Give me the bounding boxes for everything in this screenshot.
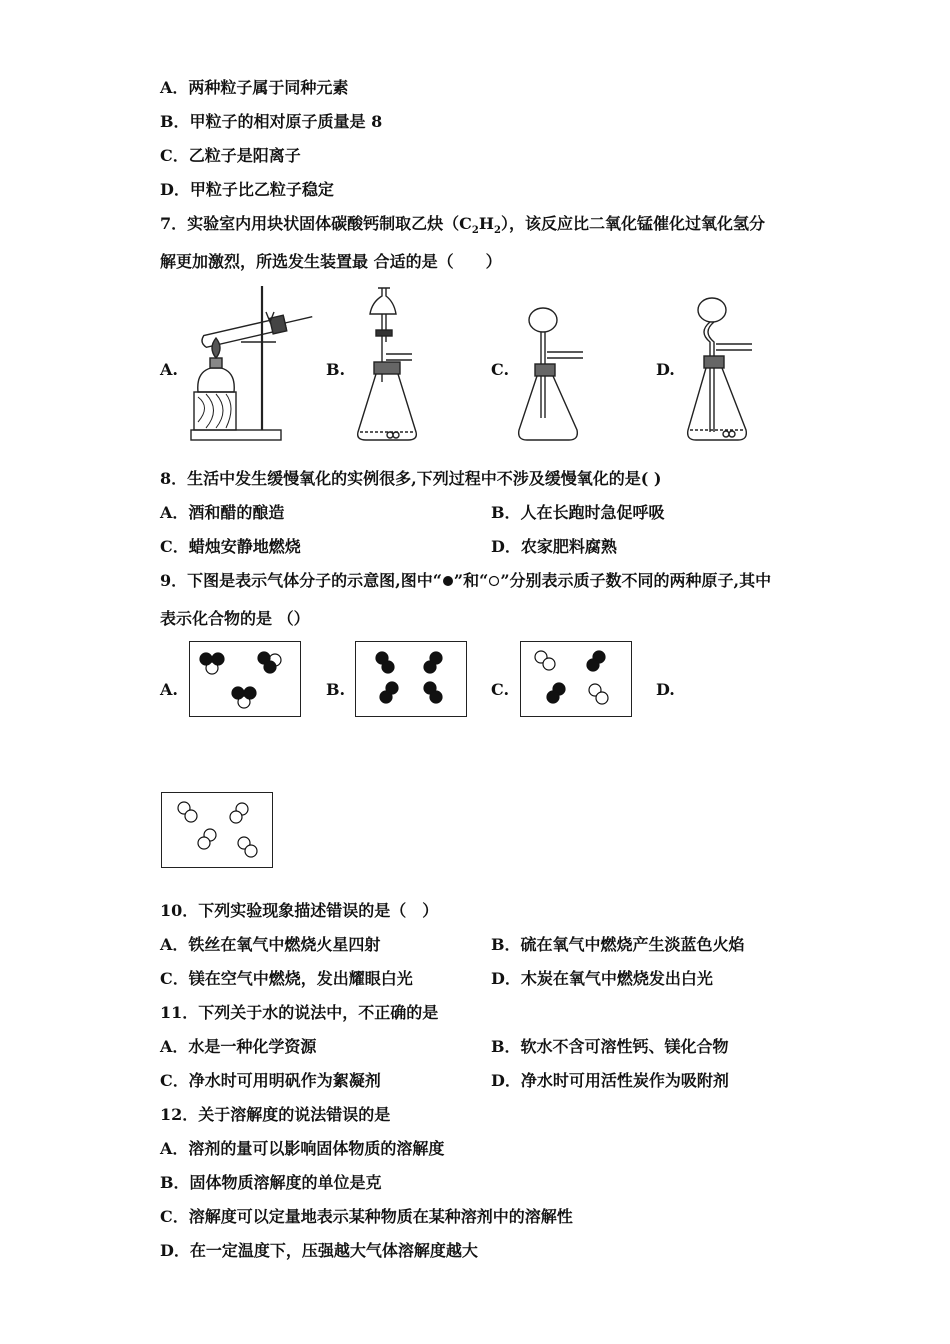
q8-option-b: B．人在长跑时急促呼吸 (491, 503, 665, 522)
q12-stem: 12．关于溶解度的说法错误的是 (160, 1105, 391, 1124)
black-atom-icon (442, 575, 454, 587)
q9-label-c: C. (491, 680, 510, 699)
q8-option-d: D．农家肥料腐熟 (491, 537, 617, 556)
q9-label-d: D. (656, 680, 675, 699)
white-atom-icon (488, 575, 500, 587)
alcohol-lamp (198, 368, 234, 392)
q10-option-c: C．镁在空气中燃烧，发出耀眼白光 (160, 969, 413, 988)
q6-option-a: A．两种粒子属于同种元素 (160, 78, 349, 97)
q7-apparatus-c-figure (513, 300, 593, 444)
q12-option-a: A．溶剂的量可以影响固体物质的溶解度 (160, 1139, 445, 1158)
q7-apparatus-d-figure (682, 292, 762, 444)
thistle-bulb (698, 298, 726, 322)
conical-flask (358, 374, 417, 440)
q9-molecule-box-c (520, 641, 632, 717)
q9-molecule-box-a (189, 641, 301, 717)
q11-stem: 11．下列关于水的说法中，不正确的是 (160, 1003, 439, 1022)
flame (212, 338, 220, 358)
q6-option-d: D．甲粒子比乙粒子稳定 (160, 180, 334, 199)
q7-label-a: A. (160, 360, 178, 379)
q9-stem-line1: 9．下图是表示气体分子的示意图,图中“ ”和“ ”分别表示质子数不同的两种原子,其中 (160, 571, 772, 590)
q8-stem: 8．生活中发生缓慢氧化的实例很多,下列过程中不涉及缓慢氧化的是( ) (160, 469, 662, 488)
q12-option-c: C．溶解度可以定量地表示某种物质在某种溶剂中的溶解性 (160, 1207, 573, 1226)
q11-option-c: C．净水时可用明矾作为絮凝剂 (160, 1071, 381, 1090)
q9-molecule-box-d (161, 792, 273, 868)
stand-base (191, 430, 281, 440)
molecule-diagram-b (356, 642, 466, 716)
q9-label-a: A. (160, 680, 178, 699)
q6-option-b: B．甲粒子的相对原子质量是 8 (160, 112, 383, 131)
conical-flask (519, 376, 578, 440)
q12-option-b: B．固体物质溶解度的单位是克 (160, 1173, 382, 1192)
q9-stem-line2: 表示化合物的是 （） (160, 609, 310, 628)
stopper (535, 364, 555, 376)
q7-stem-line2: 解更加激烈，所选发生装置最 合适的是（ ） (160, 252, 502, 271)
stopper (704, 356, 724, 368)
q7-apparatus-a-figure (186, 282, 316, 444)
q8-option-a: A．酒和醋的酿造 (160, 503, 285, 522)
q11-option-d: D．净水时可用活性炭作为吸附剂 (491, 1071, 729, 1090)
q9-label-b: B. (326, 680, 346, 699)
sep-funnel (370, 288, 396, 314)
q7-label-d: D. (656, 360, 675, 379)
q6-option-c: C．乙粒子是阳离子 (160, 146, 301, 165)
q7-stem-line1: 7．实验室内用块状固体碳酸钙制取乙炔$(C_2H_2)$，该反应比二氧化锰催化过氧化氢分 (160, 214, 765, 237)
q7-apparatus-b-figure (352, 282, 432, 444)
q7-label-c: C. (491, 360, 510, 379)
conical-flask (688, 368, 747, 440)
q10-stem: 10．下列实验现象描述错误的是（ ） (160, 901, 439, 920)
q11-option-a: A．水是一种化学资源 (160, 1037, 317, 1056)
q11-option-b: B．软水不含可溶性钙、镁化合物 (491, 1037, 729, 1056)
q7-label-b: B. (326, 360, 346, 379)
q10-option-a: A．铁丝在氧气中燃烧火星四射 (160, 935, 381, 954)
thistle-bulb (529, 308, 557, 332)
funnel-stem (704, 322, 710, 432)
molecule-diagram-c (521, 642, 631, 716)
wood-block (194, 392, 236, 430)
stopper (374, 362, 400, 374)
molecule-diagram-d (162, 793, 272, 867)
molecule-diagram-a (190, 642, 300, 716)
q9-molecule-box-b (355, 641, 467, 717)
q12-option-d: D．在一定温度下，压强越大气体溶解度越大 (160, 1241, 478, 1260)
q10-option-d: D．木炭在氧气中燃烧发出白光 (491, 969, 713, 988)
q10-option-b: B．硫在氧气中燃烧产生淡蓝色火焰 (491, 935, 745, 954)
q8-option-c: C．蜡烛安静地燃烧 (160, 537, 301, 556)
